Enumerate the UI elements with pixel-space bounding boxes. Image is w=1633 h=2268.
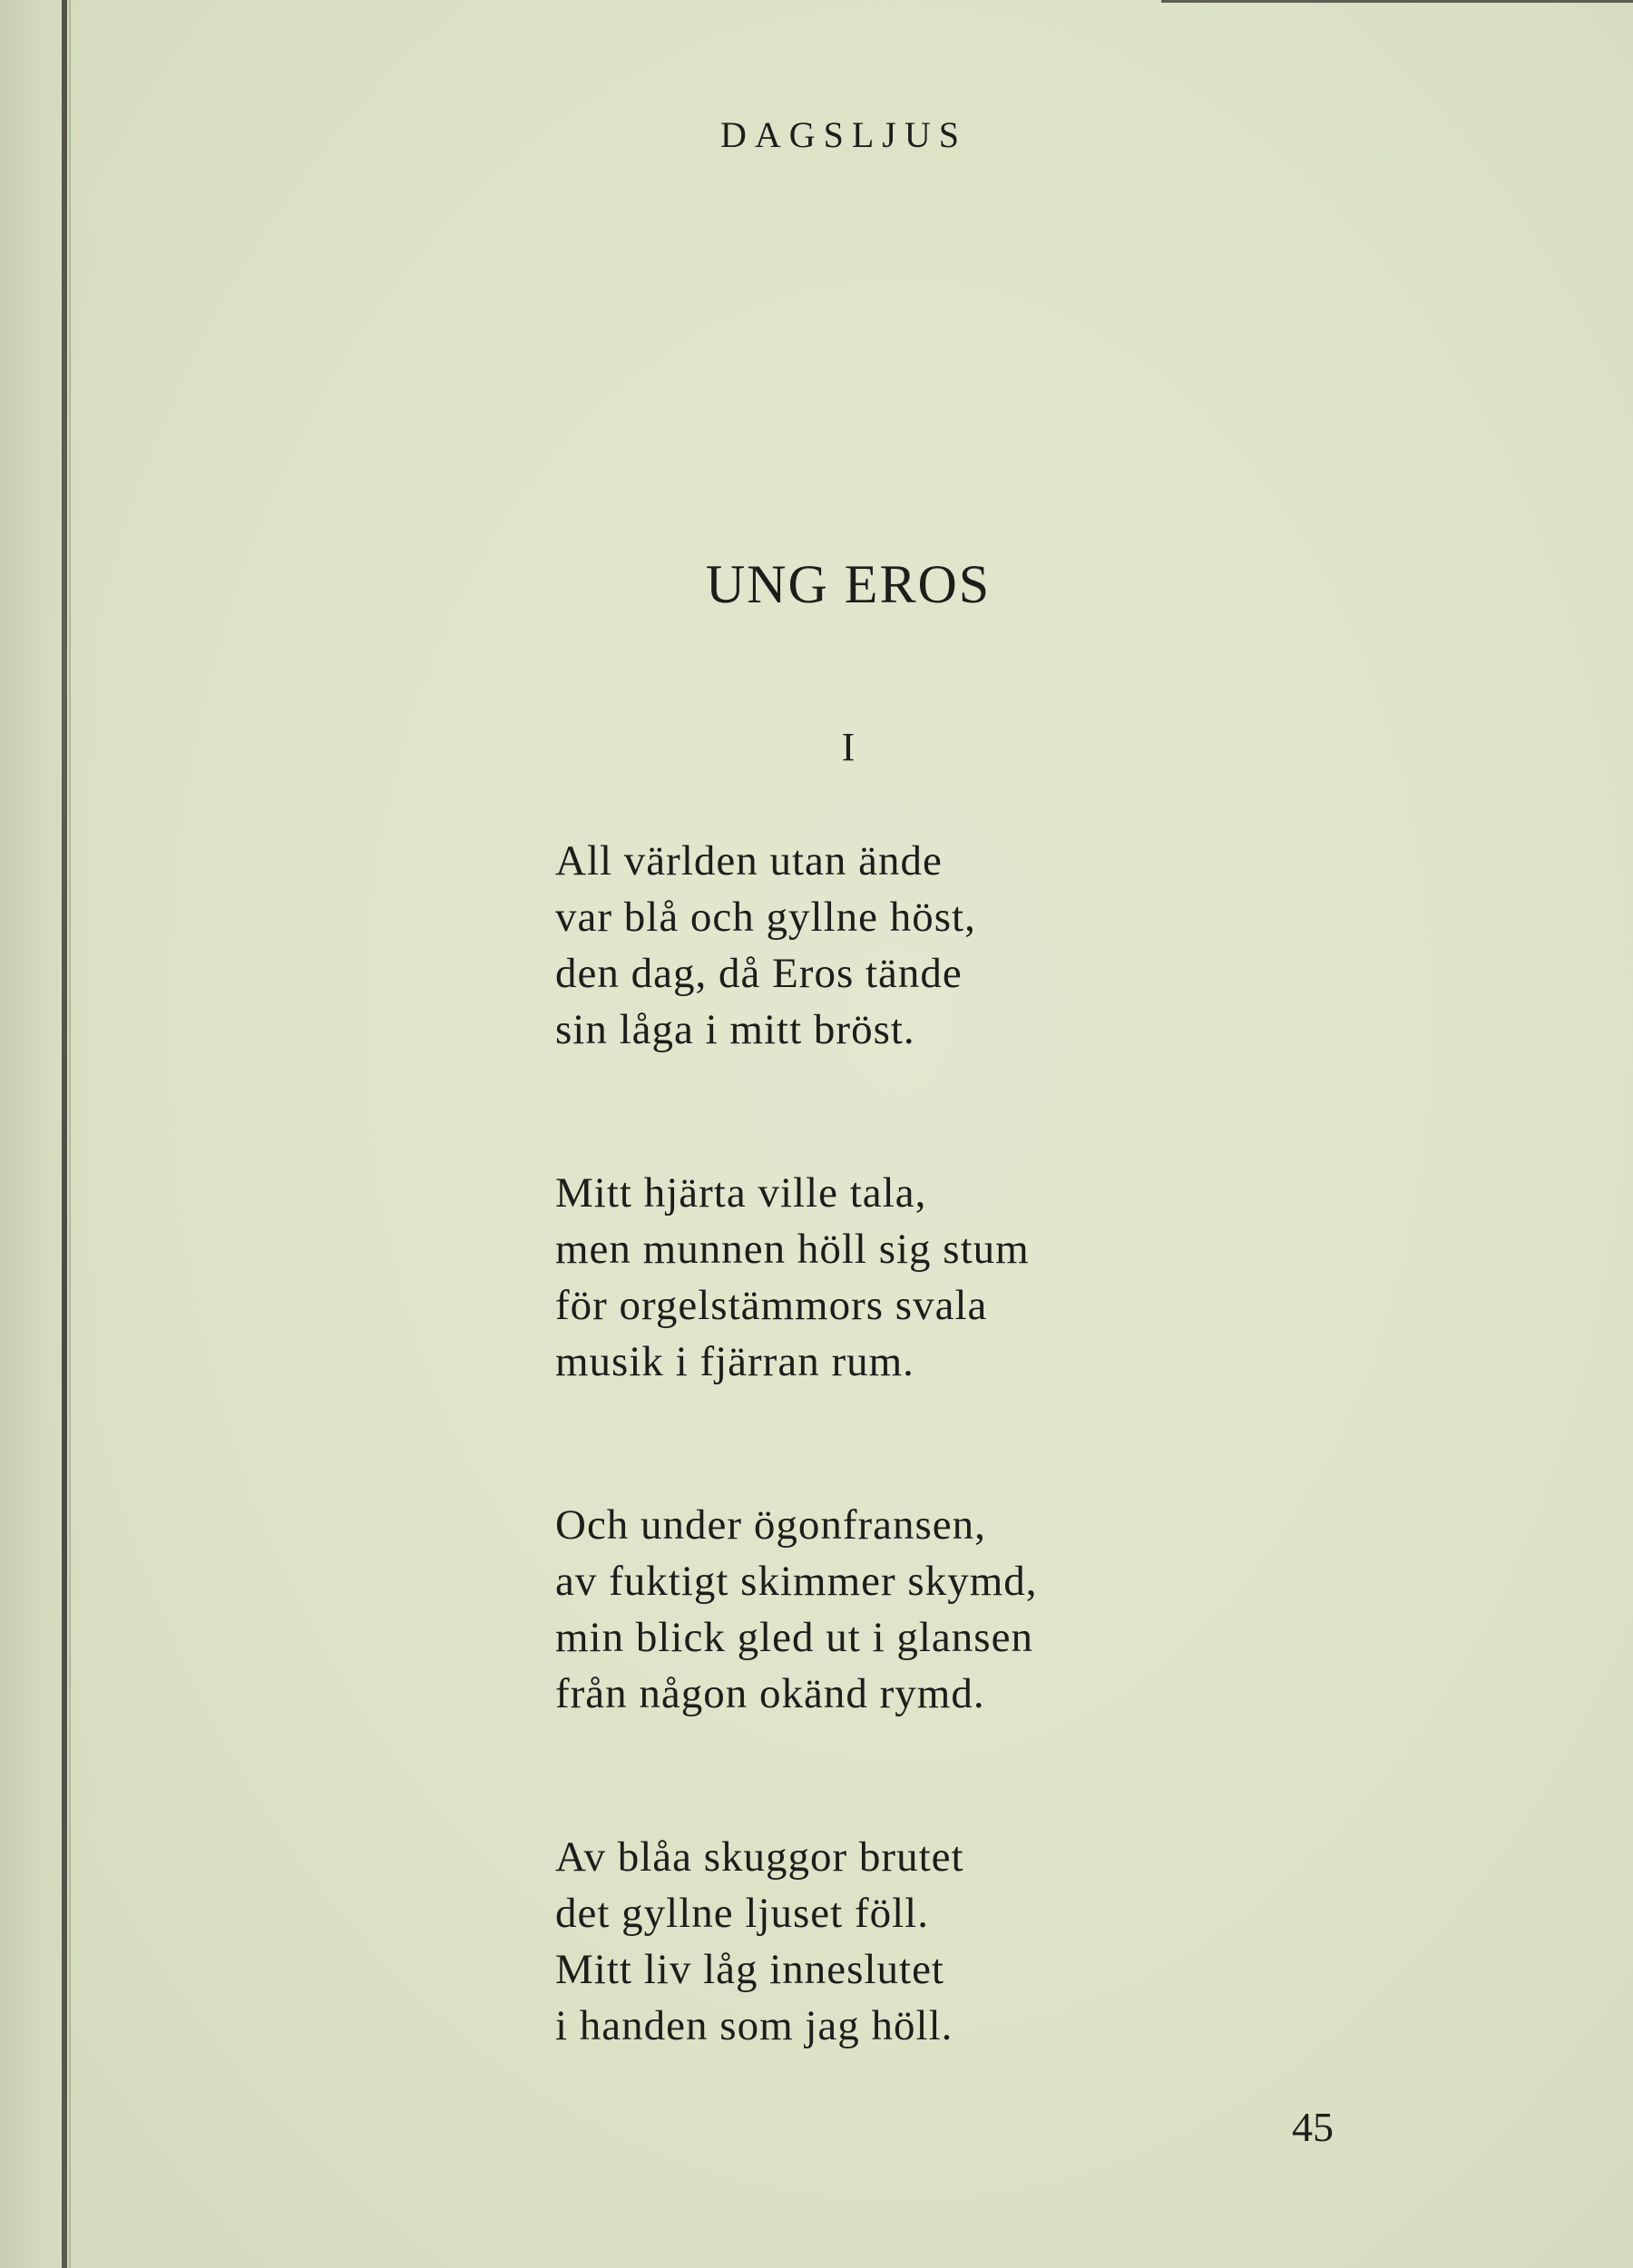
book-spine xyxy=(62,0,67,2268)
poem-line: Mitt liv låg inneslutet xyxy=(555,1946,944,1993)
stanza-4 xyxy=(555,1829,1372,2054)
poem-line: från någon okänd rymd. xyxy=(555,1670,985,1717)
page-number: 45 xyxy=(1292,2104,1334,2150)
running-head: DAGSLJUS xyxy=(719,114,968,155)
poem-line: sin låga i mitt bröst. xyxy=(555,1006,915,1053)
poem-line: musik i fjärran rum. xyxy=(555,1338,914,1385)
poem-line: i handen som jag höll. xyxy=(555,2002,953,2049)
poem-body xyxy=(555,833,1372,2161)
poem-line: All världen utan ände xyxy=(555,837,943,885)
poem-line: var blå och gyllne höst, xyxy=(555,894,976,941)
section-number: I xyxy=(841,725,856,769)
stanza-3 xyxy=(555,1497,1372,1722)
stanza-1 xyxy=(555,833,1372,1058)
spine-gutter-line xyxy=(69,0,71,2268)
poem-title: UNG EROS xyxy=(705,554,992,614)
spine-shadow xyxy=(0,0,100,2268)
poem-line: Och under ögonfransen, xyxy=(555,1501,986,1549)
poem-line: Mitt hjärta ville tala, xyxy=(555,1169,927,1217)
poem-line: av fuktigt skimmer skymd, xyxy=(555,1558,1038,1605)
poem-line: den dag, då Eros tände xyxy=(555,950,963,997)
poem-line: min blick gled ut i glansen xyxy=(555,1614,1033,1661)
poem-line: det gyllne ljuset föll. xyxy=(555,1890,929,1937)
poem-line: Av blåa skuggor brutet xyxy=(555,1833,964,1881)
stanza-2 xyxy=(555,1165,1372,1390)
poem-line: men munnen höll sig stum xyxy=(555,1226,1030,1273)
opposite-page-edge xyxy=(1161,0,1633,3)
poem-line: för orgelstämmors svala xyxy=(555,1282,988,1329)
